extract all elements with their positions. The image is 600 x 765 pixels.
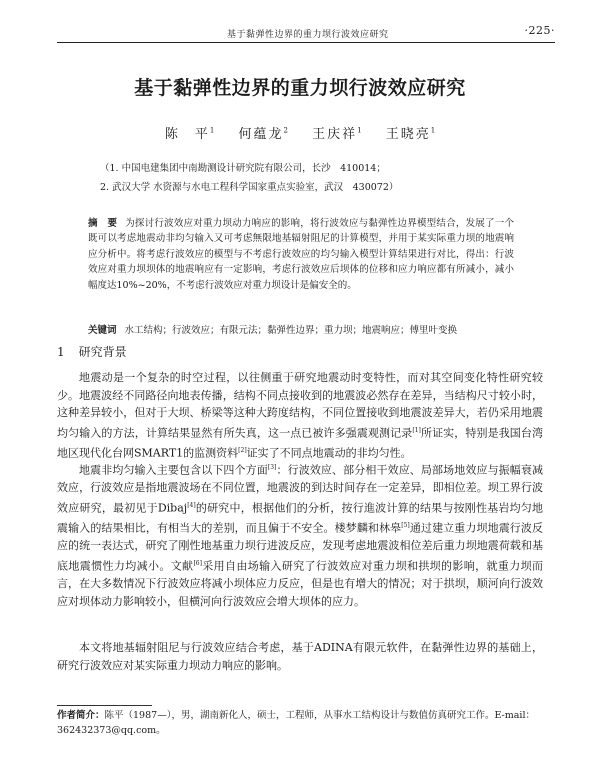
running-title: 基于黏弹性边界的重力坝行波效应研究 <box>227 30 389 40</box>
running-header <box>57 24 555 43</box>
author: 王晓亮$^1$ <box>385 126 436 142</box>
affiliations <box>100 159 500 197</box>
body-paragraph: 本文将地基辐射阻尼与行波效应结合考虑，基于ADINA有限元软件，在黏弹性边界的基础上，研究行波效应对某实际重力坝动力响应的影响。 <box>57 641 543 672</box>
paper-title: 基于黏弹性边界的重力坝行波效应研究 <box>134 77 466 99</box>
body-paragraph: 地震非均匀输入主要包含以下四个方面[3]：行波效应、部分相干效应、局部场地效应与振幅衰减效应，行波效应是指地震波场在不同位置，地震波的到达时间存在一定差异，即相位差。坝工界行波效应研究，最初见于Dibaj[4]的研究中，根据他们的分析，按行進波计算的结果与按刚性基岩均匀地震输入的结果相比，有相当大的差别，而且偏于不安全。楼梦麟和林皋[5]通过建立重力坝地震行波反应的统一表达式，研究了刚性地基重力坝行进波反应，发现考虑地震波相位差后重力坝地震荷载和基底地震惯性力均减小。文献[6]采用自由场输入研究了行波效应对重力坝和拱坝的影响，就重力坝而言，在大多数情况下行波效应将减小坝体应力反应，但是也有增大的情况；对于拱坝，顺河向行波效应对坝体动力影响较小，但横河向行波效应会增大坝体的应力。 <box>57 463 544 608</box>
affiliation-line: 2. 武汉大学 水资源与水电工程科学国家重点实验室，武汉 430072） <box>100 182 399 193</box>
section-title: 研究背景 <box>78 345 127 359</box>
abstract-label: 摘 要 <box>88 218 118 229</box>
citation: [1] <box>412 426 421 434</box>
footnote-divider <box>57 705 152 706</box>
body-paragraph: 地震动是一个复杂的时空过程，以往侧重于研究地震动时变特性，而对其空间变化特性研究较少。地震波经不同路径向地表传播，结构不同点接收到的地震波必然存在差异，当结构尺寸较小时，这种差异较小，但对于大坝、桥梁等这种大跨度结构，不同位置接收到地震波差异大，若仍采用地震均匀输入的方法，计算结果显然有所失真，这一点已被许多强震观测记录[1]所证实，特别是我国台湾地区现代化台网SMART1的监测资料[2]证实了不同点地震动的非均匀性。 <box>57 371 544 460</box>
author-footnote <box>57 708 543 738</box>
author: 陈 平$^1$ <box>164 126 215 142</box>
author-list <box>0 123 600 142</box>
author: 王庆祥$^1$ <box>312 126 362 142</box>
citation: [5] <box>401 522 410 530</box>
citation: [3] <box>267 464 277 471</box>
citation: [2] <box>238 447 247 455</box>
page-number: ·225· <box>524 24 555 37</box>
footnote-label: 作者简介： <box>57 710 105 721</box>
abstract <box>88 216 514 293</box>
keywords-label: 关键词 <box>88 325 117 336</box>
section-number: 1 <box>57 345 65 359</box>
abstract-text: 为探讨行波效应对重力坝动力响应的影响，将行波效应与黏弹性边界模型结合，发展了一个既可以考虑地震动非均匀输入又可考虑無限地基辐射阻尼的计算模型，并用于某实际重力坝的地震响应分析中。将考虑行波效应的模型与不考虑行波效应的均匀输入模型计算结果进行对比，得出：行波效应对重力坝坝体的地震响应有一定影响，考虑行波效应后坝体的位移和应力响应都有所减小，减小幅度达10%~20%，不考虑行波效应对重力坝设计是偏安全的。 <box>88 218 514 291</box>
citation: [4] <box>187 501 196 509</box>
section-heading <box>57 343 127 360</box>
affiliation-line: （1. 中国电建集团中南勘测设计研究院有限公司，长沙 410014； <box>100 163 386 174</box>
citation: [6] <box>193 559 202 567</box>
keywords <box>88 323 514 338</box>
footnote-text: 陈平（1987—），男，湖南新化人，硕士，工程师，从事水工结构设计与数值仿真研究工作。E-mail：362432373@qq.com。 <box>57 710 536 736</box>
author: 何蕴龙$^2$ <box>238 126 288 142</box>
keywords-text: 水工结构；行波效应；有限元法；黏弹性边界；重力坝；地震响应；傅里叶变换 <box>124 325 458 336</box>
